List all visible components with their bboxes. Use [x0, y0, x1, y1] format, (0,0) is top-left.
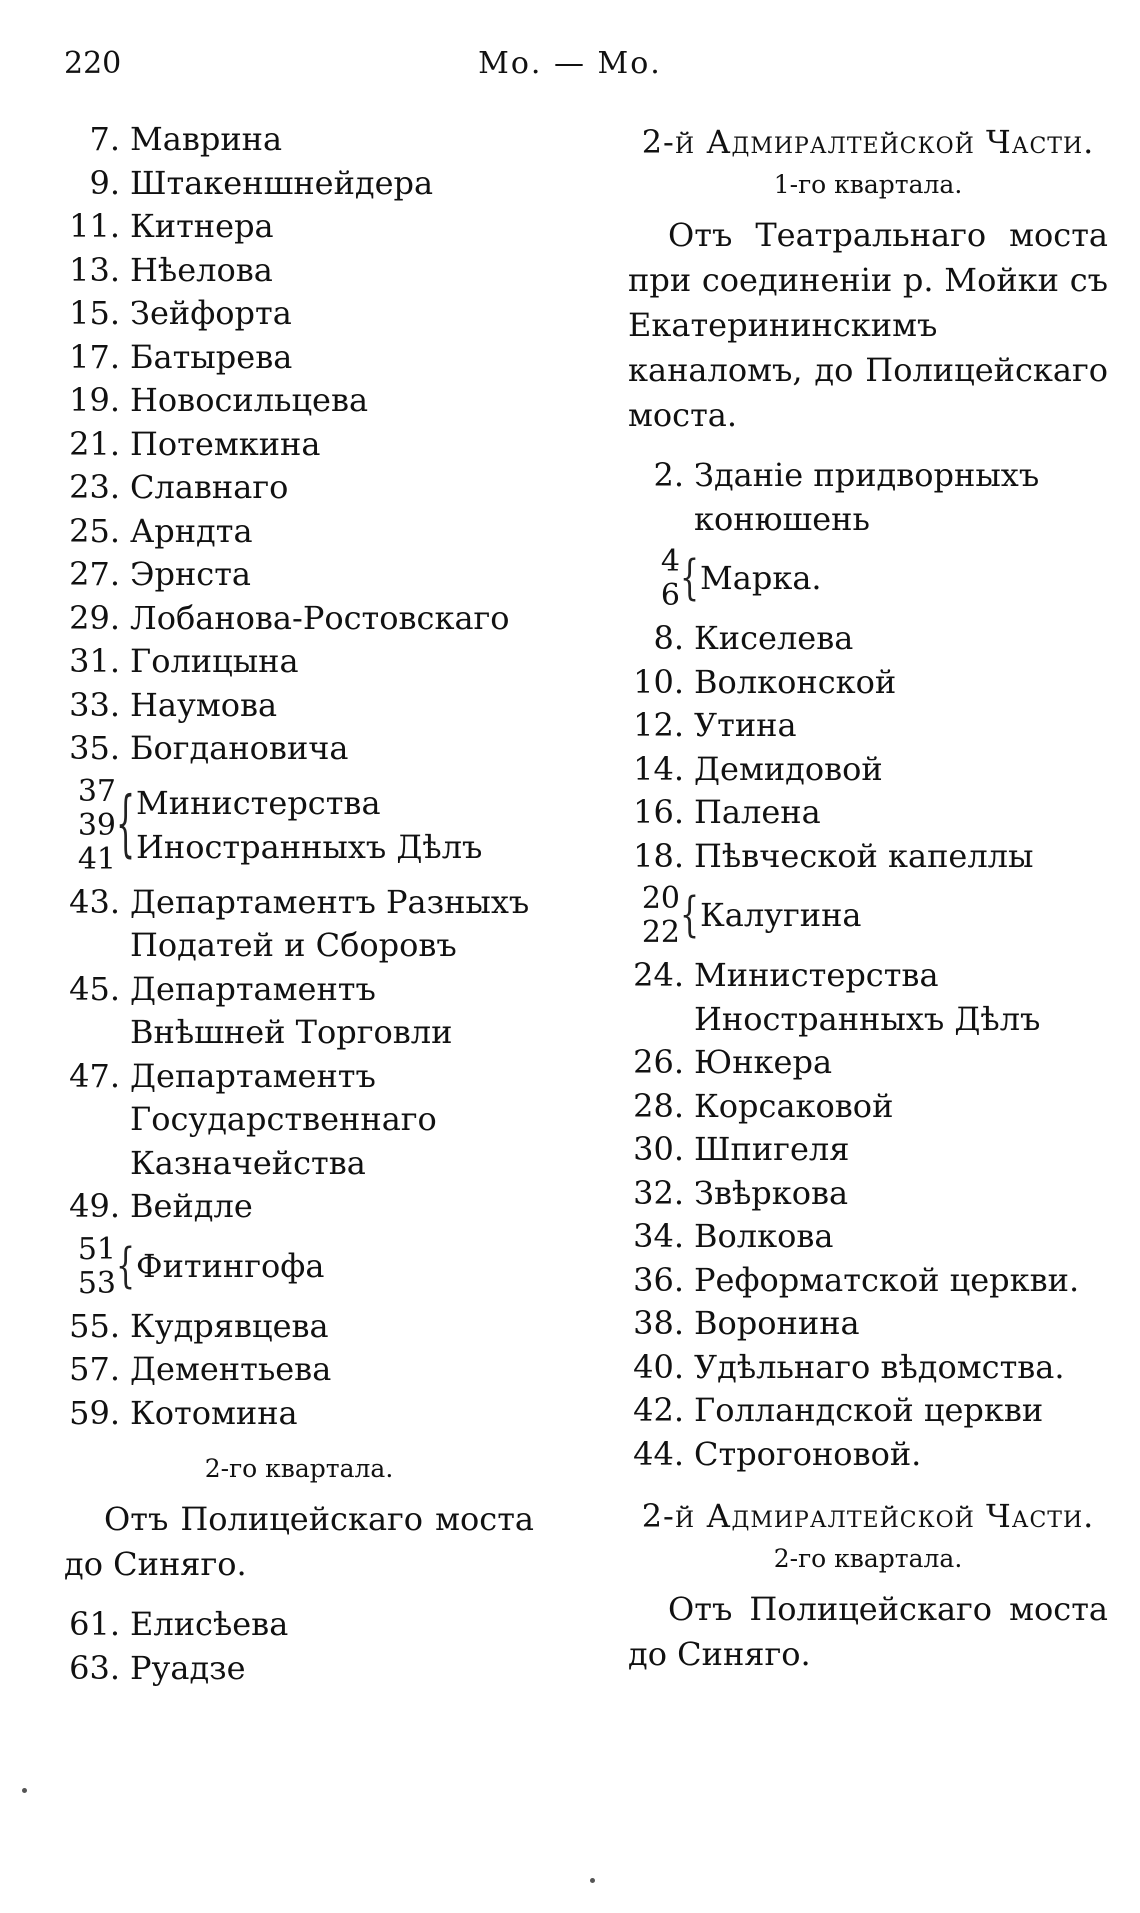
left-entries-a — [64, 118, 534, 771]
owner-name: Арндта — [130, 511, 253, 550]
right-entries-b — [628, 954, 1108, 1476]
left-entries-d — [64, 1603, 534, 1690]
address-entry — [64, 1185, 534, 1229]
house-number: 2. — [653, 456, 684, 494]
house-number: 10. — [633, 662, 684, 701]
owner-name: Лобанова-Ростовскаго — [130, 598, 510, 637]
address-entry — [628, 1389, 1108, 1433]
house-number: 36. — [633, 1260, 684, 1299]
house-number: 59. — [69, 1393, 120, 1432]
address-entry — [64, 249, 534, 293]
address-entry — [628, 454, 1108, 541]
owner-name: Елисѣева — [130, 1605, 289, 1643]
right-entries-a — [628, 617, 1108, 878]
address-entry — [628, 954, 1108, 1041]
owner-name: Департаментъ Внѣшней Торговли — [130, 969, 453, 1051]
owner-name: Нѣелова — [130, 250, 273, 289]
house-number: 26. — [633, 1043, 684, 1081]
house-number: 49. — [69, 1187, 120, 1225]
house-number: 28. — [633, 1086, 684, 1125]
address-entry — [64, 727, 534, 771]
owner-name: Котомина — [130, 1393, 298, 1432]
house-number: 27. — [69, 555, 120, 593]
address-entry — [628, 1085, 1108, 1129]
address-entry — [64, 640, 534, 684]
page-number: 220 — [64, 46, 122, 81]
owner-name: Юнкера — [694, 1043, 833, 1081]
house-number: 16. — [633, 793, 684, 831]
owner-name: Штакеншнейдера — [130, 163, 434, 202]
owner-name: Звѣркова — [694, 1173, 849, 1212]
address-entry — [64, 1348, 534, 1392]
house-number: 44. — [633, 1434, 684, 1473]
owner-name: Китнера — [130, 207, 274, 245]
owner-name: Утина — [694, 706, 797, 744]
address-entry — [64, 205, 534, 249]
house-number: 57. — [69, 1350, 120, 1388]
address-entry — [628, 1128, 1108, 1172]
address-entry — [64, 968, 534, 1055]
owner-name: Строгоновой. — [694, 1434, 922, 1473]
house-number: 38. — [633, 1304, 684, 1342]
group-number: 22 — [641, 915, 680, 950]
quarter-label: 2-го квартала. — [204, 1454, 394, 1483]
owner-name: Эрнста — [130, 555, 251, 593]
group-name: Калугина — [700, 896, 862, 935]
group-number: 6 — [660, 578, 680, 613]
house-number: 31. — [69, 642, 120, 680]
owner-name: Зданіе придворныхъ конюшень — [694, 456, 1040, 538]
address-entry — [64, 336, 534, 380]
owner-name: Голландской церкви — [694, 1391, 1044, 1429]
address-entry — [628, 704, 1108, 748]
house-number: 21. — [69, 424, 120, 463]
house-number: 42. — [633, 1391, 684, 1429]
house-number: 61. — [69, 1605, 120, 1643]
print-speck — [590, 1878, 595, 1883]
owner-name: Киселева — [694, 619, 854, 657]
owner-name: Реформатской церкви. — [694, 1260, 1080, 1299]
print-speck — [22, 1788, 27, 1793]
address-entry — [628, 1259, 1108, 1303]
address-entry — [64, 881, 534, 968]
running-head: Мо. — Мо. — [478, 46, 662, 81]
address-entry — [64, 510, 534, 554]
house-number: 47. — [69, 1056, 120, 1095]
owner-name: Руадзе — [130, 1648, 246, 1687]
house-number: 24. — [633, 956, 684, 994]
house-number: 34. — [633, 1217, 684, 1255]
address-entry — [64, 1603, 534, 1647]
house-number: 40. — [633, 1347, 684, 1386]
house-number: 12. — [633, 706, 684, 744]
group-name: Фитингофа — [136, 1246, 325, 1285]
owner-name: Кудрявцева — [130, 1306, 329, 1345]
house-number: 25. — [69, 511, 120, 550]
address-entry — [64, 597, 534, 641]
address-group-20-22 — [628, 882, 1108, 950]
house-number: 13. — [69, 250, 120, 289]
quarter-label: 2-го квартала. — [773, 1544, 963, 1573]
owner-name: Маврина — [130, 120, 283, 158]
group-name: Министерства Иностранныхъ Дѣлъ — [136, 784, 483, 866]
address-entry — [64, 466, 534, 510]
address-entry — [64, 162, 534, 206]
address-entry — [628, 835, 1108, 879]
owner-name: Палена — [694, 793, 821, 831]
quarter-label: 1-го квартала. — [773, 170, 963, 199]
owner-name: Воронина — [694, 1304, 860, 1342]
group-number: 51 — [77, 1231, 116, 1267]
owner-name: Голицына — [130, 642, 299, 680]
section-title: 2-й Адмиралтейской Части. — [641, 1497, 1095, 1535]
group-name: Марка. — [700, 559, 822, 598]
curly-brace-icon: { — [116, 782, 136, 867]
address-entry — [628, 1302, 1108, 1346]
owner-name: Демидовой — [694, 749, 883, 788]
owner-name: Пѣвческой капеллы — [694, 836, 1034, 875]
address-entry — [628, 791, 1108, 835]
house-number: 55. — [69, 1306, 120, 1345]
address-entry — [628, 617, 1108, 661]
curly-brace-icon: { — [116, 1237, 136, 1294]
address-entry — [64, 292, 534, 336]
group-number: 20 — [641, 881, 680, 916]
group-number: 39 — [77, 807, 116, 843]
house-number: 23. — [69, 468, 120, 506]
owner-name: Богдановича — [130, 729, 349, 767]
left-entries-b — [64, 881, 534, 1229]
owner-name: Славнаго — [130, 468, 289, 506]
house-number: 63. — [69, 1648, 120, 1687]
house-number: 7. — [89, 120, 120, 158]
house-number: 33. — [69, 685, 120, 724]
street-description: Отъ Полицейскаго моста до Синяго. — [64, 1500, 534, 1583]
group-number: 37 — [77, 773, 116, 809]
address-entry — [628, 1433, 1108, 1477]
address-entry — [628, 1041, 1108, 1085]
street-description: Отъ Театральнаго моста при соединеніи р. Мойки съ Екатерининскимъ каналомъ, до Полицейскаго моста. — [628, 216, 1108, 434]
house-number: 8. — [653, 619, 684, 657]
section-title: 2-й Адмиралтейской Части. — [641, 123, 1095, 161]
house-number: 11. — [69, 207, 120, 245]
owner-name: Батырева — [130, 337, 293, 376]
group-number: 53 — [77, 1265, 116, 1301]
owner-name: Удѣльнаго вѣдомства. — [694, 1347, 1065, 1386]
owner-name: Департаментъ Разныхъ Податей и Сборовъ — [130, 882, 530, 964]
house-number: 15. — [69, 294, 120, 332]
address-entry — [64, 684, 534, 728]
owner-name: Вейдле — [130, 1187, 253, 1225]
owner-name: Наумова — [130, 685, 278, 724]
page-header — [0, 40, 1140, 90]
owner-name: Шпигеля — [694, 1130, 850, 1168]
address-entry — [64, 379, 534, 423]
address-entry — [64, 1647, 534, 1691]
owner-name: Волкова — [694, 1217, 834, 1255]
right-column — [628, 118, 1108, 1693]
address-entry — [64, 553, 534, 597]
house-number: 43. — [69, 882, 120, 921]
house-number: 14. — [633, 749, 684, 788]
owner-name: Новосильцева — [130, 381, 369, 419]
address-group-4-6 — [628, 545, 1108, 613]
address-entry — [64, 1392, 534, 1436]
house-number: 45. — [69, 969, 120, 1008]
address-entry — [628, 1215, 1108, 1259]
left-column — [64, 118, 534, 1690]
house-number: 19. — [69, 381, 120, 419]
address-entry — [64, 1305, 534, 1349]
address-entry — [64, 118, 534, 162]
owner-name: Потемкина — [130, 424, 321, 463]
house-number: 32. — [633, 1173, 684, 1212]
house-number: 29. — [69, 598, 120, 637]
address-entry — [628, 1172, 1108, 1216]
owner-name: Департаментъ Государственнаго Казначейства — [130, 1056, 437, 1182]
house-number: 9. — [89, 163, 120, 202]
address-entry — [628, 661, 1108, 705]
address-group-37-41 — [64, 775, 534, 877]
owner-name: Зейфорта — [130, 294, 292, 332]
owner-name: Корсаковой — [694, 1086, 894, 1125]
owner-name: Министерства Иностранныхъ Дѣлъ — [694, 956, 1041, 1038]
house-number: 30. — [633, 1130, 684, 1168]
left-entries-c — [64, 1305, 534, 1436]
house-number: 17. — [69, 337, 120, 376]
address-entry — [628, 1346, 1108, 1390]
address-entry — [628, 748, 1108, 792]
group-number: 41 — [77, 841, 116, 877]
house-number: 35. — [69, 729, 120, 767]
curly-brace-icon: { — [680, 887, 700, 944]
street-description: Отъ Полицейскаго моста до Синяго. — [628, 1590, 1108, 1673]
address-entry — [64, 423, 534, 467]
house-number: 18. — [633, 836, 684, 875]
address-entry — [64, 1055, 534, 1186]
owner-name: Волконской — [694, 662, 897, 701]
curly-brace-icon: { — [680, 550, 700, 607]
address-group-51-53 — [64, 1233, 534, 1301]
group-number: 4 — [660, 544, 680, 579]
owner-name: Дементьева — [130, 1350, 332, 1388]
